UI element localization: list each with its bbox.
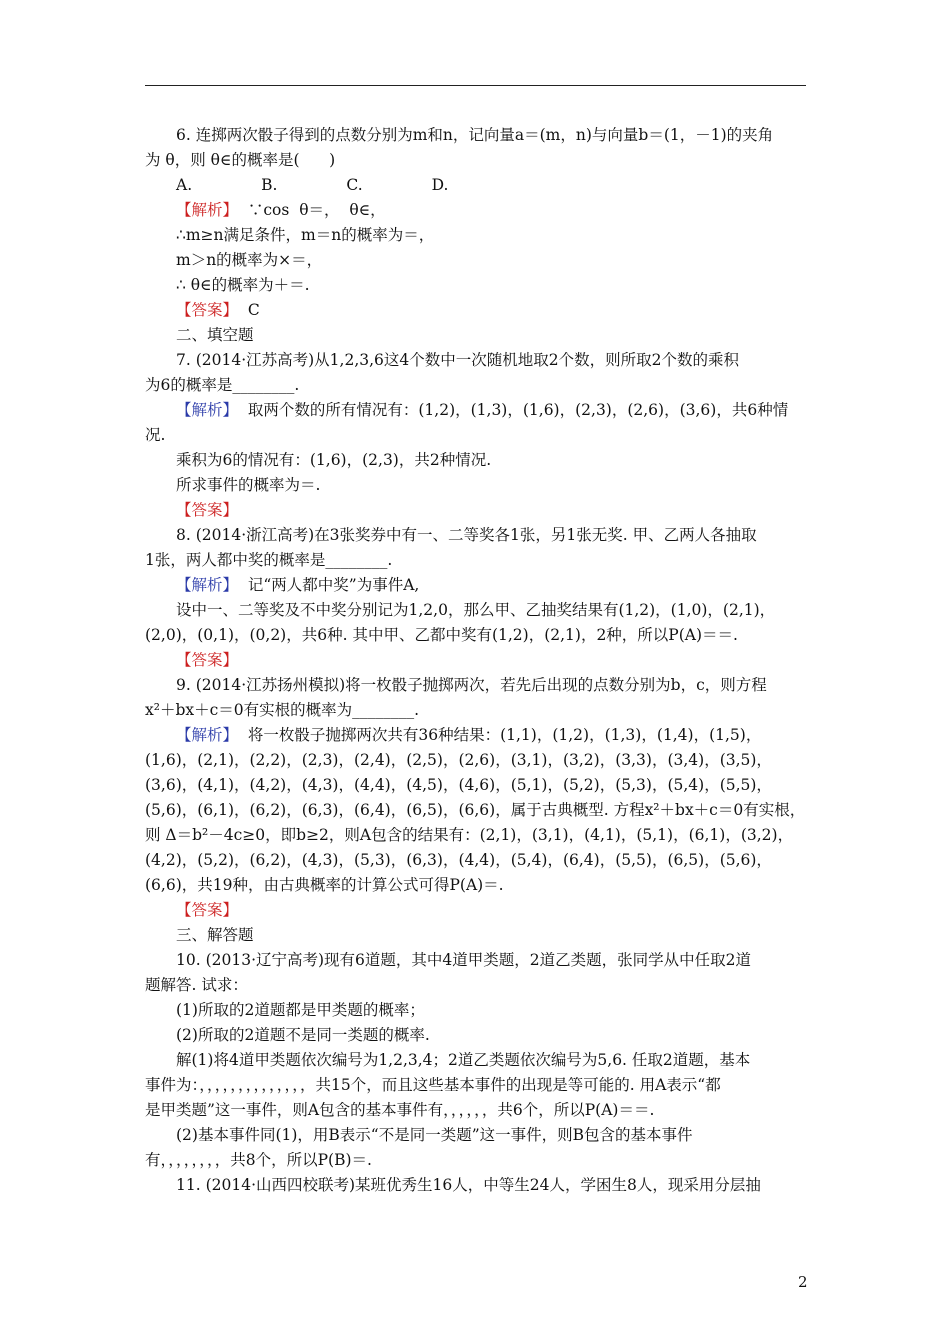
text-line: 解(1)将4道甲类题依次编号为1,2,3,4；2道乙类题依次编号为5,6. 任取2道题，基本 (176, 1051, 751, 1069)
text-line: (4,2)，(5,2)，(6,2)，(4,3)，(5,3)，(6,3)，(4,4)，(5,4)，(6,4)，(5,5)，(6,5)，(5,6)， (145, 851, 772, 869)
page-number: 2 (798, 1273, 808, 1291)
analysis-9-line-6 (145, 850, 772, 870)
text-line: 将一枚骰子抛掷两次共有36种结果：(1,1)，(1,2)，(1,3)，(1,4)，(1,5)， (238, 726, 762, 744)
analysis-8-line-1 (176, 575, 419, 595)
text-line: 事件为：，，，，，，，，，，，，，，共15个，而且这些基本事件的出现是等可能的. 用A表示“都 (145, 1076, 721, 1094)
text-line: 况. (145, 426, 166, 444)
text-line: (2,0)，(0,1)，(0,2)，共6种. 其中甲、乙都中奖有(1,2)，(2,1)，2种，所以P(A)＝＝. (145, 626, 738, 644)
analysis-tag: 【解析】 (176, 201, 239, 219)
section-solve (176, 925, 254, 945)
question-10-part-1 (176, 1000, 425, 1020)
text-line: 二、填空题 (176, 326, 254, 344)
text-line: 是甲类题”这一事件，则A包含的基本事件有，，，，，，共6个，所以P(A)＝＝. (145, 1101, 655, 1119)
text-line: m＞n的概率为×＝， (176, 251, 323, 269)
analysis-6-line-1 (176, 200, 386, 220)
text-line: (2)基本事件同(1)，用B表示“不是同一类题”这一事件，则B包含的基本事件 (176, 1126, 693, 1144)
solution-10-line-2 (145, 1075, 721, 1095)
answer-8 (176, 650, 238, 670)
text-line: 为6的概率是________. (145, 376, 300, 394)
text-line: x²＋bx＋c＝0有实根的概率为________. (145, 701, 420, 719)
text-line: 三、解答题 (176, 926, 254, 944)
text-line: 乘积为6的情况有：(1,6)，(2,3)，共2种情况. (176, 451, 492, 469)
analysis-7-line-4 (176, 475, 320, 495)
analysis-tag: 【解析】 (176, 576, 239, 594)
text-line: 10. (2013·辽宁高考)现有6道题，其中4道甲类题，2道乙类题，张同学从中任取2道 (176, 951, 751, 969)
analysis-7-line-1 (176, 400, 788, 420)
answer-7 (176, 500, 238, 520)
text-line: 所求事件的概率为＝. (176, 476, 321, 494)
text-line: 7. (2014·江苏高考)从1,2,3,6这4个数中一次随机地取2个数，则所取2个数的乘积 (176, 351, 739, 369)
question-10-line-1 (176, 950, 751, 970)
analysis-tag: 【解析】 (176, 401, 239, 419)
analysis-7-line-2 (145, 425, 165, 445)
question-6-line-2 (145, 150, 335, 170)
text-line: ∵cos θ＝， θ∈， (238, 201, 386, 219)
text-line: 有，，，，，，，，共8个，所以P(B)＝. (145, 1151, 372, 1169)
text-line: 则 Δ＝b²－4c≥0，即b≥2，则A包含的结果有：(2,1)，(3,1)，(4,1)，(5,1)，(6,1)，(3,2)， (145, 826, 794, 844)
analysis-8-line-2 (176, 600, 775, 620)
text-line: 1张，两人都中奖的概率是________. (145, 551, 393, 569)
analysis-9-line-4 (145, 800, 805, 820)
answer-6 (176, 300, 260, 320)
question-10-line-2 (145, 975, 248, 995)
answer-tag: 【答案】 (176, 651, 239, 669)
text-line: 为 θ，则 θ∈的概率是( ) (145, 151, 336, 169)
text-line: A. B. C. D. (176, 176, 449, 194)
text-line: 9. (2014·江苏扬州模拟)将一枚骰子抛掷两次，若先后出现的点数分别为b，c，则方程 (176, 676, 767, 694)
text-line: 设中一、二等奖及不中奖分别记为1,2,0，那么甲、乙抽奖结果有(1,2)，(1,0)，(2,1)， (176, 601, 776, 619)
analysis-6-line-3 (176, 250, 322, 270)
analysis-9-line-2 (145, 750, 772, 770)
solution-10-line-4 (176, 1125, 693, 1145)
question-6-options (176, 175, 448, 195)
analysis-9-line-5 (145, 825, 793, 845)
solution-10-line-3 (145, 1100, 654, 1120)
question-9-line-1 (176, 675, 767, 695)
text-line: 11. (2014·山西四校联考)某班优秀生16人，中等生24人，学困生8人，现采用分层抽 (176, 1176, 761, 1194)
text-line: ∴ θ∈的概率为＋＝. (176, 276, 310, 294)
question-7-line-2 (145, 375, 299, 395)
answer-9 (176, 900, 238, 920)
text-line: 记“两人都中奖”为事件A, (238, 576, 420, 594)
analysis-7-line-3 (176, 450, 491, 470)
question-8-line-2 (145, 550, 392, 570)
header-rule (145, 85, 806, 86)
question-7-line-1 (176, 350, 739, 370)
text-line: 题解答. 试求： (145, 976, 248, 994)
question-9-line-2 (145, 700, 419, 720)
analysis-9-line-3 (145, 775, 772, 795)
analysis-9-line-7 (145, 875, 504, 895)
text-line: 8. (2014·浙江高考)在3张奖券中有一、二等奖各1张，另1张无奖. 甲、乙两人各抽取 (176, 526, 757, 544)
text-line: (1,6)，(2,1)，(2,2)，(2,3)，(2,4)，(2,5)，(2,6)，(3,1)，(3,2)，(3,3)，(3,4)，(3,5)， (145, 751, 772, 769)
text-line: (5,6)，(6,1)，(6,2)，(6,3)，(6,4)，(6,5)，(6,6)，属于古典概型. 方程x²＋bx＋c＝0有实根， (145, 801, 806, 819)
solution-10-line-1 (176, 1050, 750, 1070)
question-10-part-2 (176, 1025, 430, 1045)
analysis-9-line-1 (176, 725, 761, 745)
answer-tag: 【答案】 (176, 501, 239, 519)
text-line: 6. 连掷两次骰子得到的点数分别为m和n，记向量a＝(m，n)与向量b＝(1，－1)的夹角 (176, 126, 774, 144)
section-fill-in-blank (176, 325, 254, 345)
text-line: ∴m≥n满足条件，m＝n的概率为＝， (176, 226, 435, 244)
answer-tag: 【答案】 (176, 901, 239, 919)
text-line: (1)所取的2道题都是甲类题的概率； (176, 1001, 425, 1019)
analysis-6-line-2 (176, 225, 434, 245)
question-8-line-1 (176, 525, 757, 545)
question-6-line-1 (176, 125, 773, 145)
analysis-8-line-3 (145, 625, 738, 645)
answer-tag: 【答案】 (176, 301, 239, 319)
text-line: 取两个数的所有情况有：(1,2)，(1,3)，(1,6)，(2,3)，(2,6)，(3,6)，共6种情 (238, 401, 789, 419)
text-line: C (238, 301, 260, 319)
question-11-line-1 (176, 1175, 761, 1195)
analysis-6-line-4 (176, 275, 310, 295)
text-line: (3,6)，(4,1)，(4,2)，(4,3)，(4,4)，(4,5)，(4,6)，(5,1)，(5,2)，(5,3)，(5,4)，(5,5)， (145, 776, 772, 794)
solution-10-line-5 (145, 1150, 372, 1170)
text-line: (6,6)，共19种，由古典概率的计算公式可得P(A)＝. (145, 876, 504, 894)
analysis-tag: 【解析】 (176, 726, 239, 744)
text-line: (2)所取的2道题不是同一类题的概率. (176, 1026, 430, 1044)
